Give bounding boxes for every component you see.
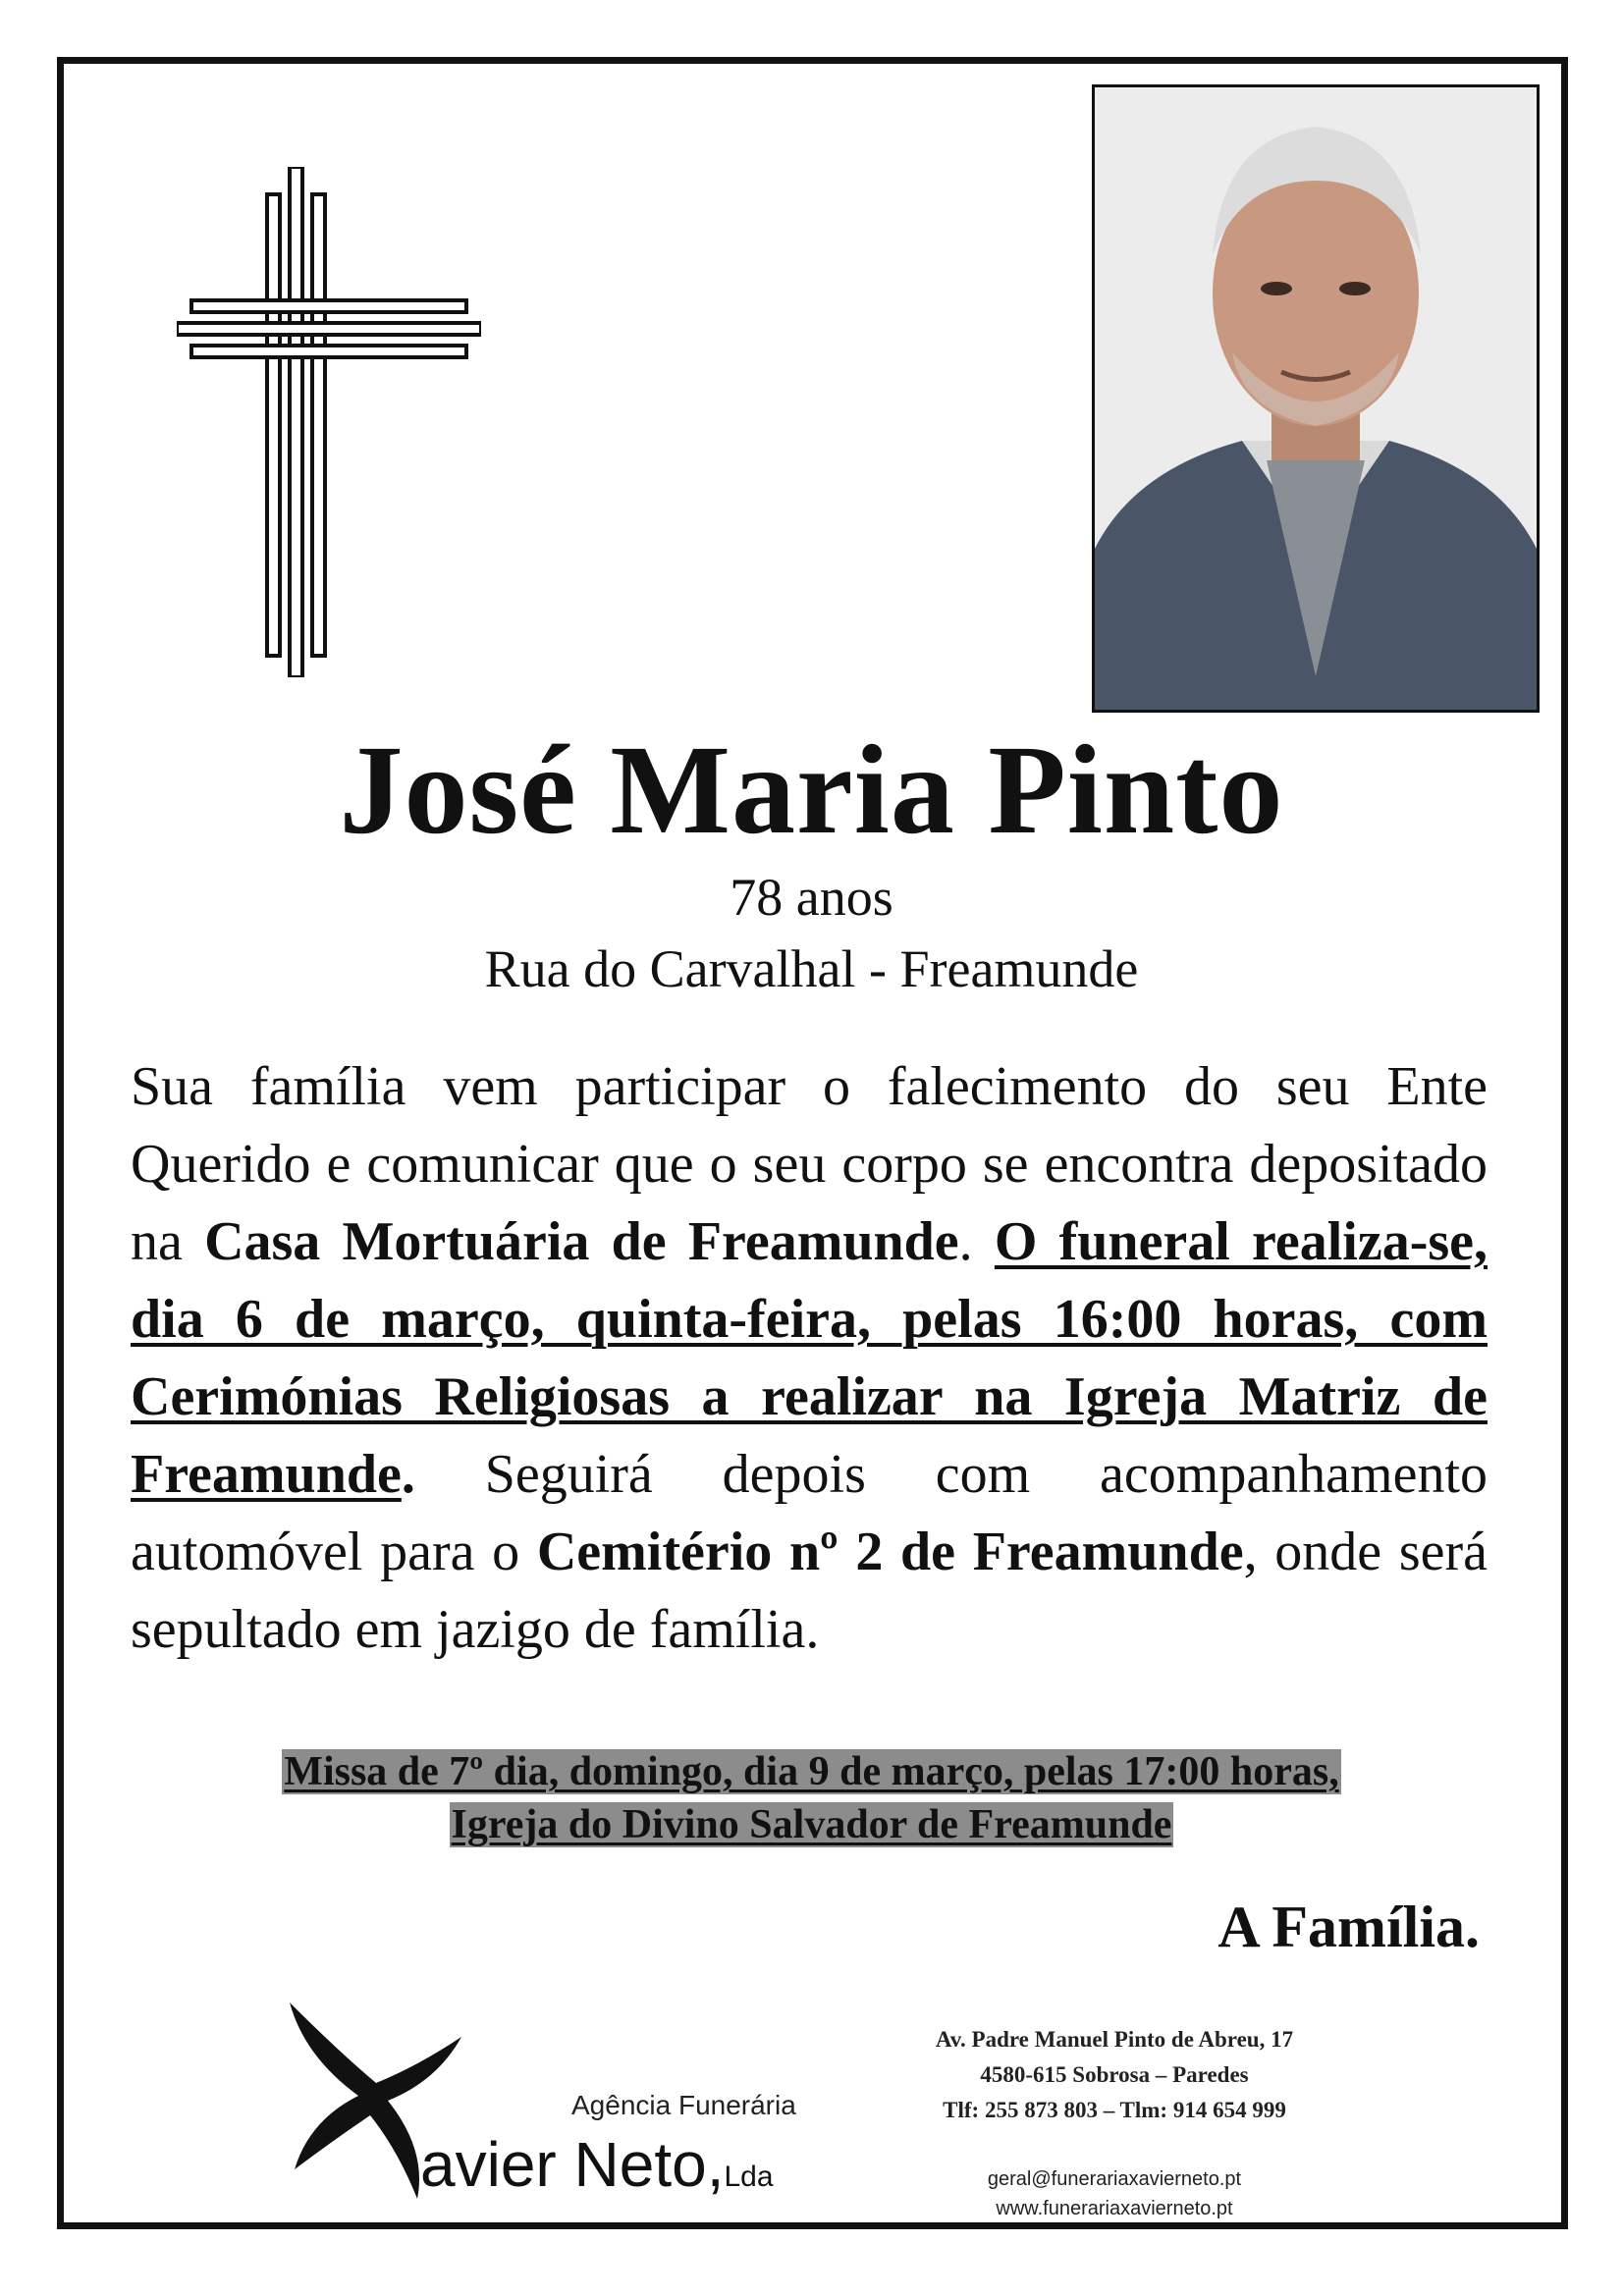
agency-name [420, 2128, 774, 2214]
funeral-home-name: Casa Mortuária de Freamunde [204, 1211, 959, 1272]
funeral-details-end: . [401, 1444, 415, 1505]
announcement-intro: Sua família vem participar o falecimento do seu Ente Querido e comunicar que o seu corpo se encontra depositado na [131, 1056, 1488, 1272]
signoff: A Família. [1217, 1895, 1480, 1959]
agency-address-line2: 4580-615 Sobrosa – Paredes [980, 2062, 1249, 2087]
agency-email[interactable]: geral@funerariaxavierneto.pt [987, 2168, 1242, 2190]
agency-address-line1: Av. Padre Manuel Pinto de Abreu, 17 [935, 2027, 1294, 2052]
procession-text: Seguirá depois com acompanhamento automóvel para o [131, 1444, 1488, 1582]
mass-notice [0, 1745, 1623, 1851]
announcement-text [131, 1048, 1488, 1669]
deceased-age: 78 anos [730, 868, 893, 927]
burial-text: , onde será sepultado em jazigo de família. [131, 1522, 1488, 1660]
deceased-photo [1092, 84, 1540, 713]
funeral-details: O funeral realiza-se, dia 6 de março, quinta-feira, pelas 16:00 horas, com Cerimónias Religiosas a realizar na Igreja Matriz de Freamunde [131, 1211, 1488, 1505]
agency-suffix: Lda [724, 2161, 774, 2193]
agency-website[interactable]: www.funerariaxavierneto.pt [996, 2198, 1233, 2219]
agency-web [884, 2164, 1345, 2223]
agency-contacts [884, 2022, 1345, 2128]
deceased-name: José Maria Pinto [339, 720, 1284, 861]
agency-phones: Tlf: 255 873 803 – Tlm: 914 654 999 [943, 2098, 1286, 2122]
agency-label: Agência Funerária [571, 2090, 796, 2120]
announcement-separator: . [958, 1211, 995, 1272]
mass-notice-line2: Igreja do Divino Salvador de Freamunde [451, 1802, 1172, 1847]
cemetery-name: Cemitério nº 2 de Freamunde [536, 1522, 1244, 1582]
mass-notice-line1: Missa de 7º dia, domingo, dia 9 de março, pelas 17:00 horas, [284, 1749, 1339, 1794]
deceased-address: Rua do Carvalhal - Freamunde [484, 939, 1139, 998]
agency-name-text: avier Neto, [420, 2129, 725, 2200]
cross-icon [177, 167, 481, 677]
